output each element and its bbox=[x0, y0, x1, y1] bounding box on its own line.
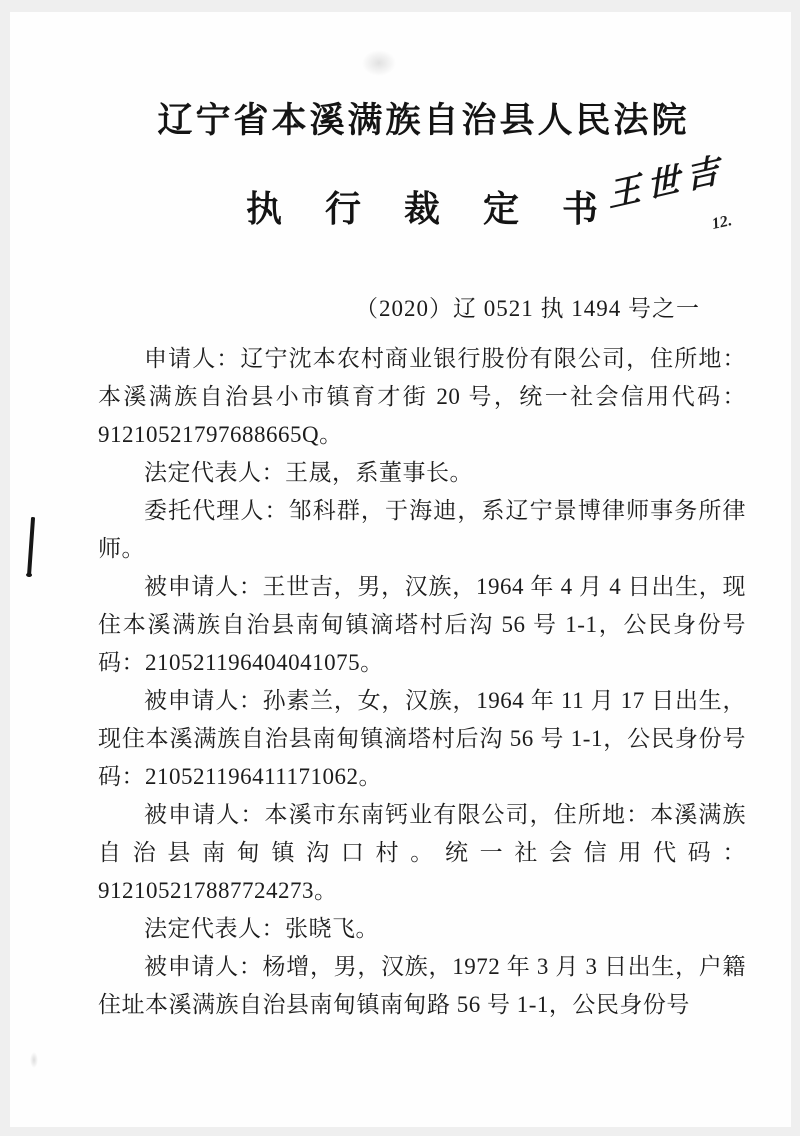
case-number: （2020）辽 0521 执 1494 号之一 bbox=[355, 296, 700, 322]
document-content bbox=[10, 98, 791, 1024]
paragraph: 申请人：辽宁沈本农村商业银行股份有限公司，住所地：本溪满族自治县小市镇育才街 20 号，统一社会信用代码：91210521797688665Q。 bbox=[98, 346, 746, 448]
scan-smudge bbox=[30, 1052, 38, 1068]
handwritten-note: 12. bbox=[710, 212, 734, 233]
document-body bbox=[98, 340, 746, 1024]
handwritten-signature: 王世吉 bbox=[606, 151, 727, 215]
scan-smudge bbox=[362, 50, 396, 76]
paragraph: 法定代表人：王晟，系董事长。 bbox=[144, 460, 473, 486]
paragraph: 法定代表人：张晓飞。 bbox=[144, 916, 379, 942]
paragraph: 被申请人：王世吉，男，汉族，1964 年 4 月 4 日出生，现住本溪满族自治县南甸镇滴塔村后沟 56 号 1-1，公民身份号码：210521196404041075。 bbox=[98, 574, 746, 676]
paragraph: 被申请人：杨增，男，汉族，1972 年 3 月 3 日出生，户籍住址本溪满族自治县南甸镇南甸路 56 号 1-1，公民身份号 bbox=[98, 954, 746, 1018]
paragraph: 被申请人：本溪市东南钙业有限公司，住所地：本溪满族自治县南甸镇沟口村。统一社会信用代码：912105217887724273。 bbox=[98, 802, 746, 904]
document-page bbox=[10, 12, 791, 1127]
court-name-heading: 辽宁省本溪满族自治县人民法院 bbox=[157, 101, 690, 140]
document-title: 执 行 裁 定 书 bbox=[245, 188, 615, 229]
paragraph: 被申请人：孙素兰，女，汉族，1964 年 11 月 17 日出生，现住本溪满族自治县南甸镇滴塔村后沟 56 号 1-1，公民身份号码：210521196411171062。 bbox=[98, 688, 746, 790]
paragraph: 委托代理人：邹科群，于海迪，系辽宁景博律师事务所律师。 bbox=[98, 498, 746, 562]
